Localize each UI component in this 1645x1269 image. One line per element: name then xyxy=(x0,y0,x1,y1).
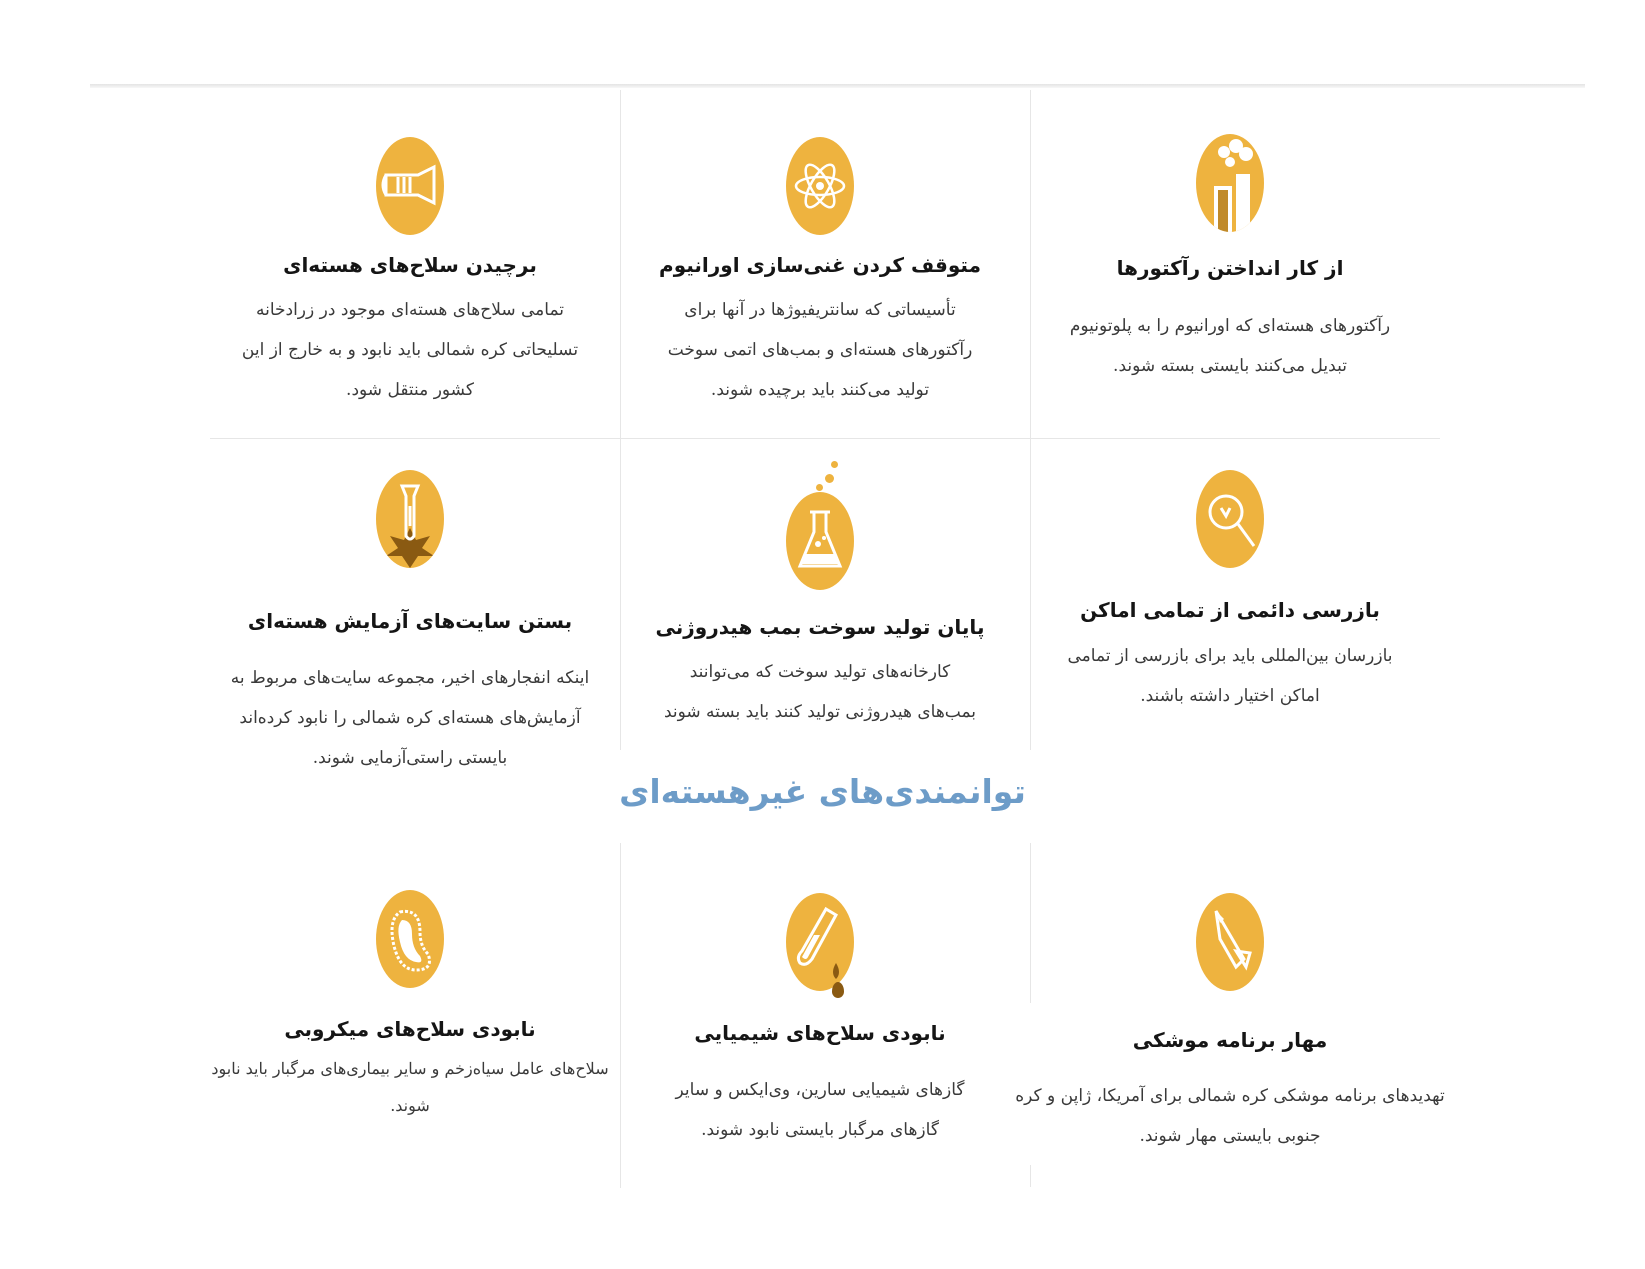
card-text: بازرسان بین‌المللی باید برای بازرسی از تمامی اماکن اختیار داشته باشند. xyxy=(1067,646,1393,706)
card-text: گازهای شیمیایی سارین، وی‌ایکس و سایر گازهای مرگبار بایستی نابود شوند. xyxy=(675,1080,965,1140)
card-text: کارخانه‌های تولید سوخت که می‌توانند بمب‌های هیدروژنی تولید کنند باید بسته شوند xyxy=(663,662,977,722)
bubble-icon xyxy=(816,484,823,491)
card-title: برچیدن سلاح‌های هسته‌ای xyxy=(283,253,537,277)
magnifier-icon xyxy=(1196,470,1264,568)
card-title: نابودی سلاح‌های شیمیایی xyxy=(694,1021,946,1045)
card-text: تهدیدهای برنامه موشکی کره شمالی برای آمریکا، ژاپن و کره جنوبی بایستی مهار شوند. xyxy=(1015,1086,1445,1146)
section-title: توانمندی‌های غیرهسته‌ای xyxy=(619,772,1026,811)
column-divider xyxy=(620,90,621,750)
card-text: تمامی سلاح‌های هسته‌ای موجود در زرادخانه تسلیحاتی کره شمالی باید نابود و به خارج از این کشور منتقل شود. xyxy=(241,300,579,400)
row-divider xyxy=(210,438,1440,439)
warhead-icon xyxy=(376,137,444,235)
test-tube-icon xyxy=(786,893,854,991)
bacteria-icon xyxy=(376,890,444,988)
atom-icon xyxy=(786,137,854,235)
card-text: اینکه انفجارهای اخیر، مجموعه سایت‌های مربوط به آزمایش‌های هسته‌ای کره شمالی را نابود کرده‌اند بایستی راستی‌آزمایی شوند. xyxy=(230,668,590,768)
missile-icon xyxy=(1196,893,1264,991)
card-title: نابودی سلاح‌های میکروبی xyxy=(284,1017,536,1041)
flask-icon xyxy=(786,492,854,590)
card-text: رآکتورهای هسته‌ای که اورانیوم را به پلوتونیوم تبدیل می‌کنند بایستی بسته شوند. xyxy=(1069,316,1391,376)
card-text: سلاح‌های عامل سیاه‌زخم و سایر بیماری‌های مرگبار باید نابود شوند. xyxy=(211,1059,609,1115)
test-site-icon xyxy=(376,470,444,568)
drop-icon xyxy=(832,982,844,998)
reactor-icon xyxy=(1196,134,1264,232)
column-divider xyxy=(1030,1165,1031,1187)
bubble-icon xyxy=(825,474,834,483)
card-title: از کار انداختن رآکتورها xyxy=(1116,256,1344,280)
column-divider xyxy=(1030,843,1031,1003)
card-title: بازرسی دائمی از تمامی اماکن xyxy=(1080,598,1380,622)
card-title: مهار برنامه موشکی xyxy=(1132,1028,1328,1052)
card-title: بستن سایت‌های آزمایش هسته‌ای xyxy=(247,609,573,633)
card-text: تأسیساتی که سانتریفیوژها در آنها برای رآکتورهای هسته‌ای و بمب‌های اتمی سوخت تولید می‌کنند باید برچیده شوند. xyxy=(667,300,973,400)
top-divider xyxy=(90,84,1585,88)
card-title: متوقف کردن غنی‌سازی اورانیوم xyxy=(659,253,981,277)
card-title: پایان تولید سوخت بمب هیدروژنی xyxy=(655,615,985,639)
bubble-icon xyxy=(831,461,838,468)
